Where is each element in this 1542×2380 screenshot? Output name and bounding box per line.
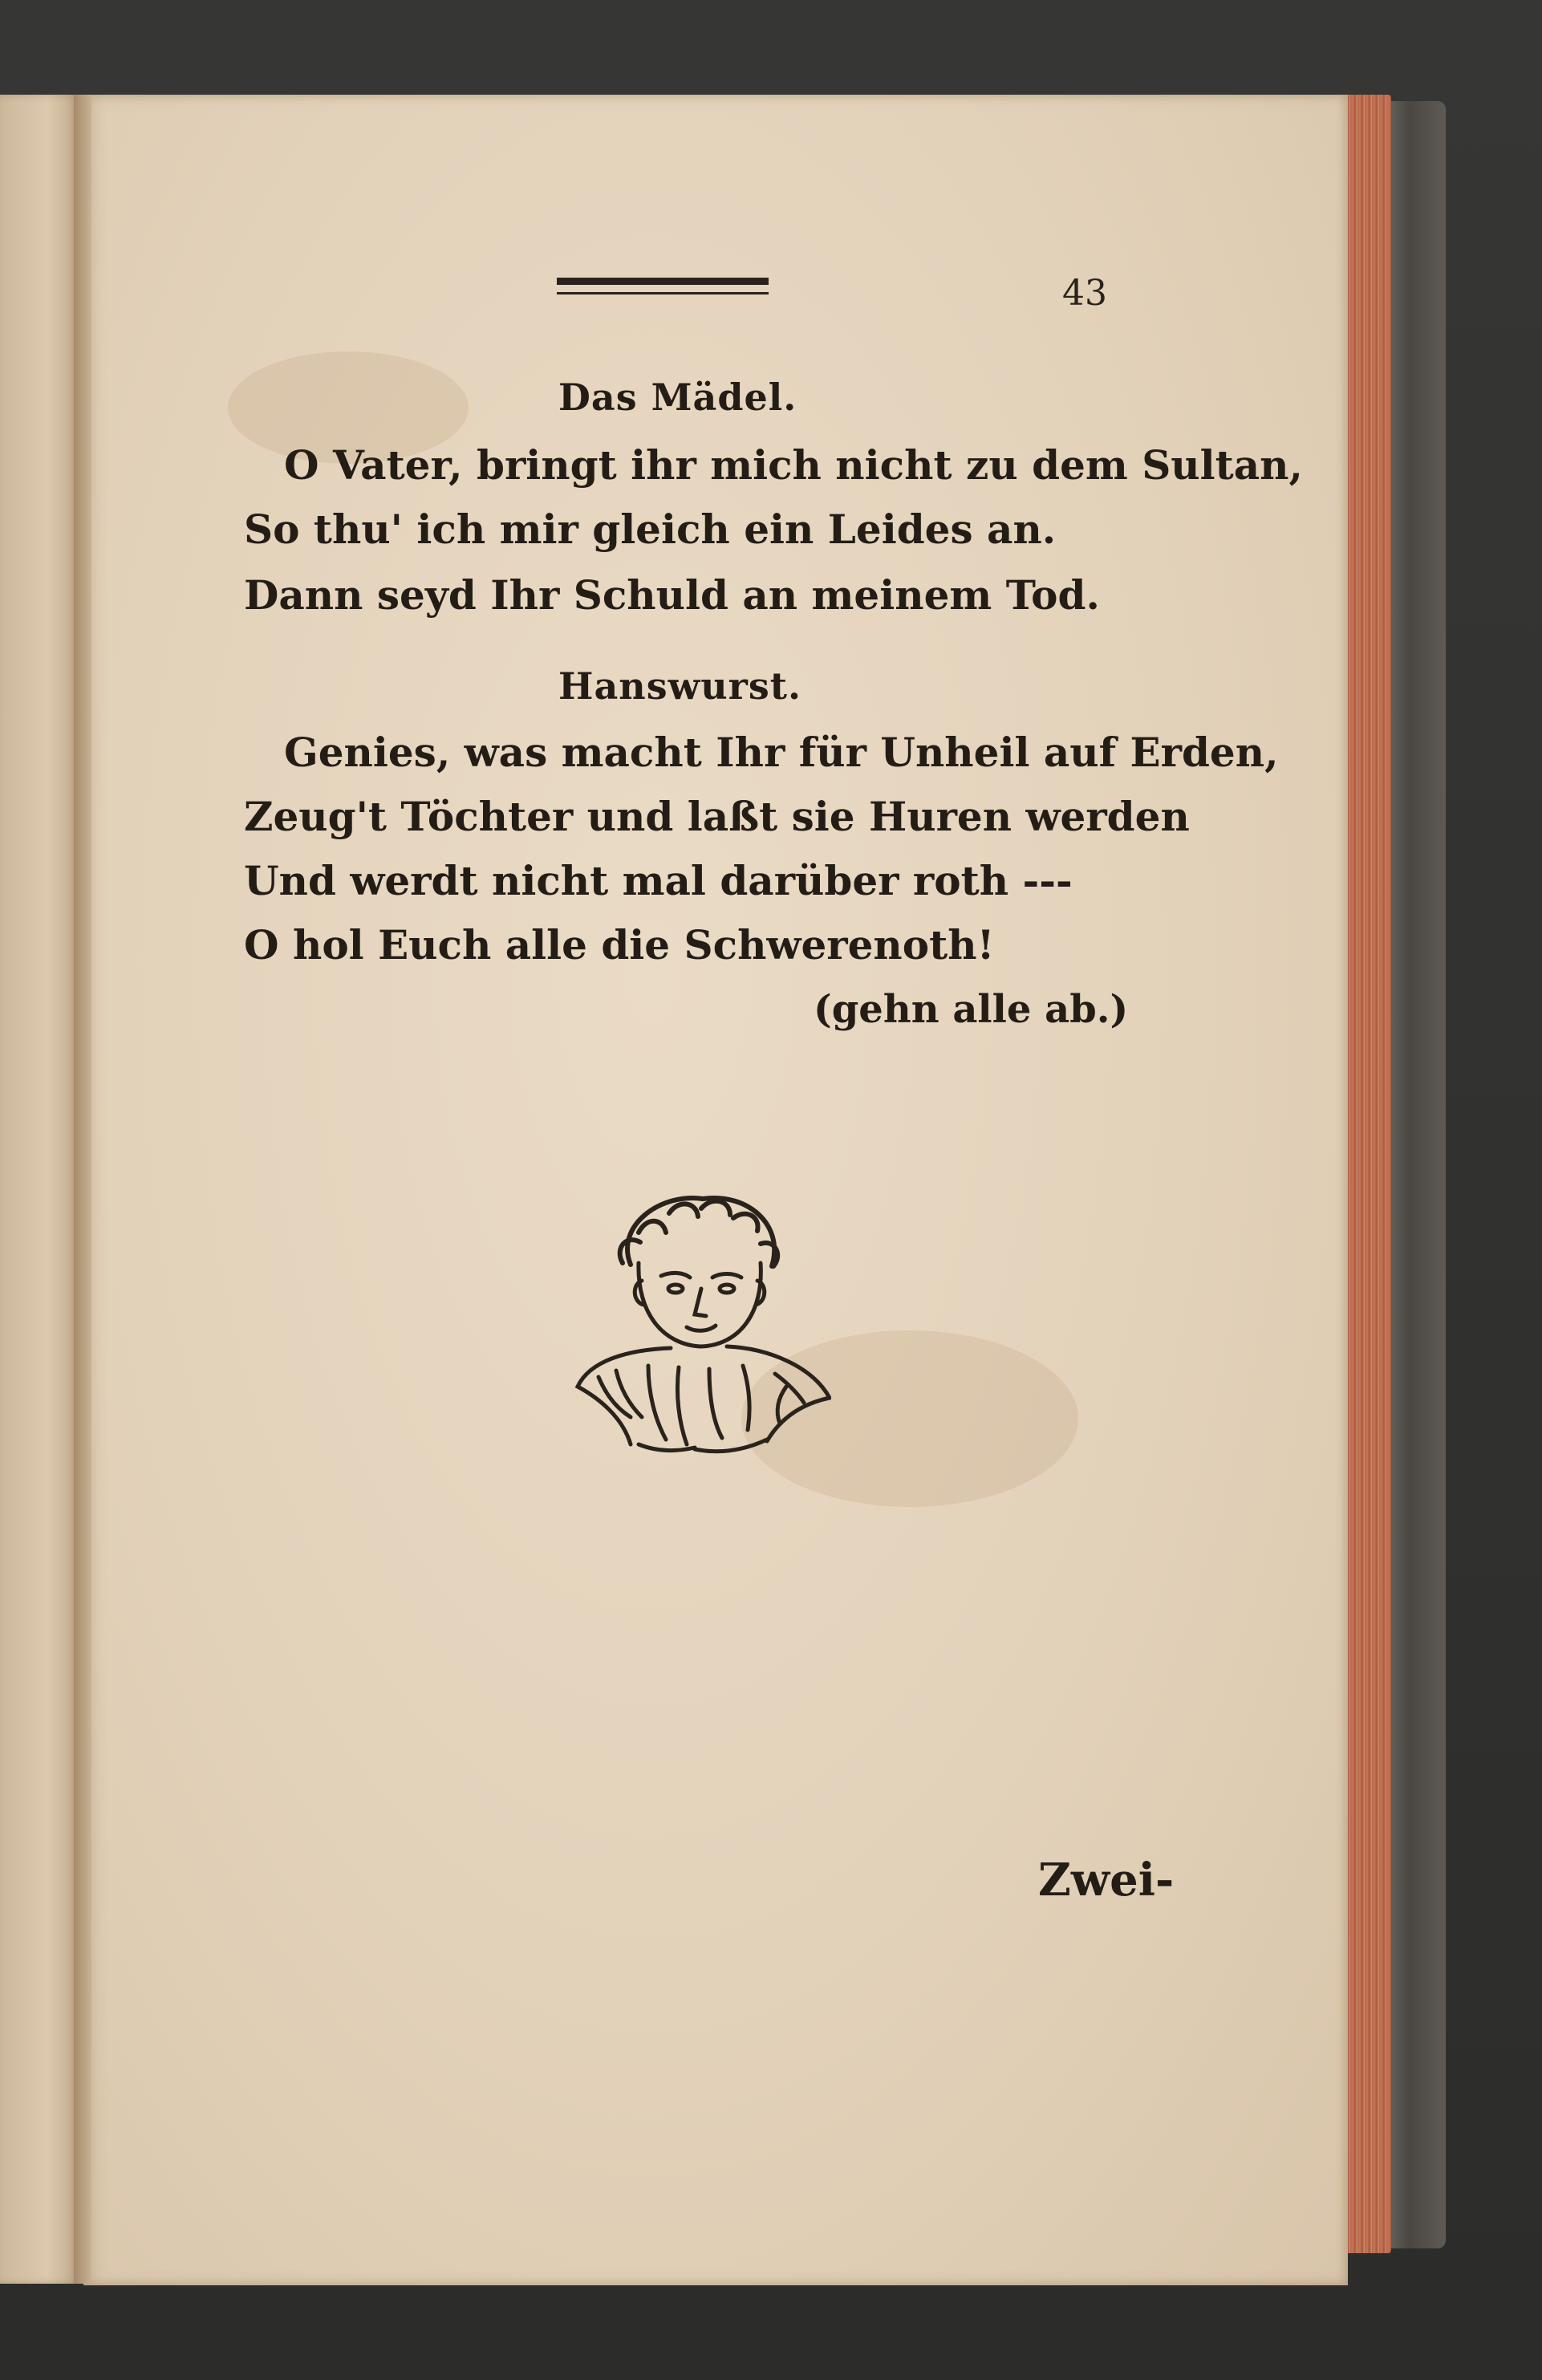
catchword: Zwei- (1038, 1854, 1175, 1907)
header-rule-thin (557, 292, 769, 294)
page-edges (1343, 95, 1391, 2253)
stage-direction: (gehn alle ab.) (814, 987, 1129, 1032)
verse-line: Dann seyd Ihr Schuld an meinem Tod. (244, 571, 1100, 619)
verse-line: O Vater, bringt ihr mich nicht zu dem Sultan, (284, 441, 1303, 489)
facing-page-edge (0, 95, 79, 2284)
verse-line: Genies, was macht Ihr für Unheil auf Erden, (284, 729, 1279, 776)
verse-line: O hol Euch alle die Schwerenoth! (244, 921, 995, 969)
cherub-head-vignette-icon (574, 1176, 831, 1465)
header-rule (557, 278, 769, 285)
verse-line: Und werdt nicht mal darüber roth --- (244, 857, 1073, 904)
speaker-label: Hanswurst. (558, 664, 802, 708)
page-number: 43 (1062, 273, 1107, 314)
speaker-label: Das Mädel. (558, 376, 797, 419)
gutter-shadow (74, 95, 91, 2284)
verse-line: So thu' ich mir gleich ein Leides an. (244, 506, 1057, 553)
verse-line: Zeug't Töchter und laßt sie Huren werden (244, 793, 1190, 840)
page (83, 95, 1348, 2285)
